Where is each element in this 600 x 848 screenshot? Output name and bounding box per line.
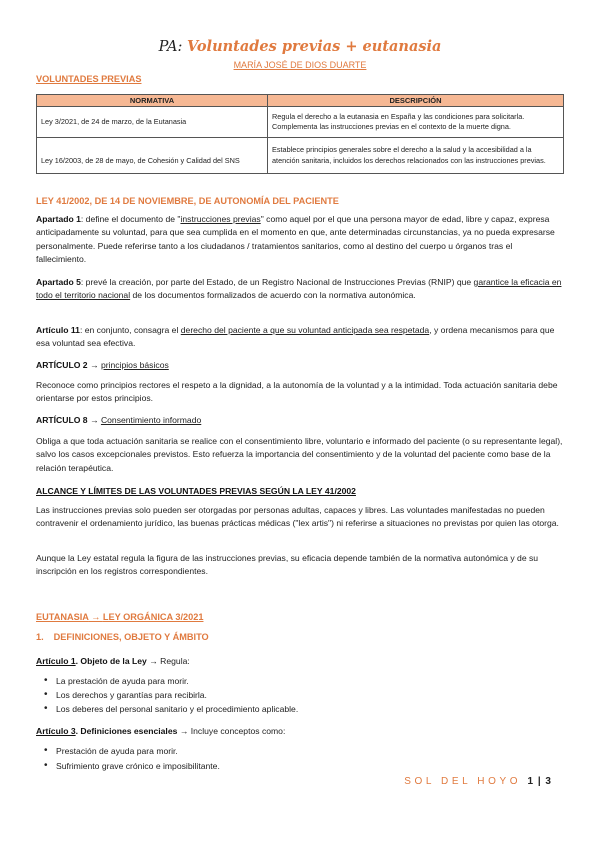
list-item: • Los derechos y garantías para recibirla. [56,690,207,700]
table-cell-desc: Establece principios generales sobre el derecho a la salud y la accesibilidad a la atención sanitaria, incluidos los derechos relacionados con las instrucciones previas. [268,138,564,174]
page-number: 1 | 3 [527,776,552,787]
section-heading-voluntades: VOLUNTADES PREVIAS [36,74,142,84]
articulo-2-heading [36,359,564,372]
arrow: → [88,612,103,622]
articulo-2-text: Reconoce como principios rectores el respeto a la dignidad, a la autonomía de la voluntad y a la intimidad. Toda actuación sanitaria debe orientarse por estos principios. [36,380,558,404]
apartado-5-text-2: de los documentos formalizados de acuerdo con la normativa autonómica. [130,290,416,301]
apartado-1-text-2: " como aquel por el que una persona mayor de edad, libre y capaz, expresa anticipadamente su voluntad, para que sea cumplida en el momento en que, ante determinadas circunstancias, ya no pueda expresarse personalmente. Puede referirse tanto a los ciudadanos / tratamientos sanitarios, como al destino del cuerpo u órganos tras el fallecimiento. [36,214,555,265]
page-title [0,38,600,55]
articulo-3-heading [36,725,564,738]
articulo-8-heading [36,414,564,427]
paragraph-apartado-5 [36,276,564,303]
articulo-8-link: Consentimiento informado [100,415,202,425]
apartado-1-label: Apartado 1 [36,214,81,224]
table-header-normativa: NORMATIVA [37,95,268,107]
apartado-1-underlined: instrucciones previas [180,214,261,224]
articulo-8-text: Obliga a que toda actuación sanitaria se realice con el consentimiento libre, voluntario e informado del paciente (o su representante legal), salvo los casos excepcionales previstos. Esto refuerza la importancia del consentimiento y de la voluntad del paciente como base de la relación terapéutica. [36,436,563,473]
title-text: Voluntades previas + eutanasia [186,38,442,55]
alcance-heading: ALCANCE Y LÍMITES DE LAS VOLUNTADES PREVIAS SEGÚN LA LEY 41/2002 [36,486,356,496]
footer-brand: SOL DEL HOYO [404,776,522,787]
articulo-2-label: ARTÍCULO 2 → [36,360,101,370]
definiciones-heading [36,632,209,642]
table-row [37,138,564,174]
articulo-1-title: . Objeto de la Ley [75,656,147,666]
section-number: 1. [36,632,44,642]
page-footer [404,776,552,787]
articulo-1-label: Artículo 1 [36,656,76,666]
table-header-descripcion: DESCRIPCIÓN [268,95,564,107]
normativa-table [36,94,564,174]
articulo-8-label: ARTÍCULO 8 → [36,415,101,425]
list-item: • La prestación de ayuda para morir. [56,676,189,686]
articulo-3-label: Artículo 3 [36,726,76,736]
articulo-1-heading [36,655,564,668]
list-item: • Sufrimiento grave crónico e imposibilitante. [56,761,220,771]
ley-organica-label: LEY ORGÁNICA 3/2021 [102,612,204,622]
alcance-paragraph-1: Las instrucciones previas solo pueden ser otorgadas por personas adultas, capaces y libres. Las voluntades manifestadas no pueden contravenir el ordenamiento jurídico, las buenas prácticas médicas ("lex artis") ni referirse a situaciones no previstas por quien las otorga. [36,505,559,529]
table-row [37,107,564,138]
table-cell-desc: Regula el derecho a la eutanasia en España y las condiciones para solicitarla. Complementa las instrucciones previas en el contexto de la muerte digna. [268,107,564,138]
apartado-5-underlined: garantice la eficacia en todo el territorio nacional [36,277,562,301]
section-subtitle: DEFINICIONES, OBJETO Y ÁMBITO [53,632,209,642]
list-item: • Prestación de ayuda para morir. [56,746,178,756]
apartado-1-text: : define el documento de " [80,214,181,224]
author: MARÍA JOSÉ DE DIOS DUARTE [233,60,367,70]
articulo-1-rest: → Regula: [146,656,190,666]
table-cell-norma: Ley 16/2003, de 28 de mayo, de Cohesión y Calidad del SNS [37,138,268,174]
articulo-2-link: principios básicos [100,360,169,370]
articulo-11-text: : en conjunto, consagra el [79,325,181,335]
articulo-11-label: Artículo 11 [36,325,80,335]
eutanasia-heading [36,612,203,622]
table-header-row [37,95,564,107]
apartado-5-text: : prevé la creación, por parte del Estado, de un Registro Nacional de Instrucciones Previas (RNIP) que [80,277,474,287]
articulo-3-rest: → Incluye conceptos como: [177,726,286,736]
articulo-11-underlined: derecho del paciente a que su voluntad anticipada sea respetada [180,325,430,335]
articulo-11-text-2: , y ordena mecanismos para que esa voluntad sea efectiva. [36,325,555,349]
section-heading-ley41: LEY 41/2002, DE 14 DE NOVIEMBRE, DE AUTONOMÍA DEL PACIENTE [36,196,339,206]
apartado-5-label: Apartado 5 [36,277,81,287]
title-prefix: PA: [158,39,187,55]
alcance-paragraph-2: Aunque la Ley estatal regula la figura de las instrucciones previas, su eficacia depende también de la normativa autonómica y de su inscripción en los registros correspondientes. [36,553,539,577]
articulo-3-title: . Definiciones esenciales [75,726,178,736]
list-item: • Los deberes del personal sanitario y el procedimiento aplicable. [56,704,298,714]
paragraph-apartado-1 [36,213,564,267]
paragraph-articulo-11 [36,324,564,351]
table-cell-norma: Ley 3/2021, de 24 de marzo, de la Eutanasia [37,107,268,138]
eutanasia-label: EUTANASIA [36,612,89,622]
